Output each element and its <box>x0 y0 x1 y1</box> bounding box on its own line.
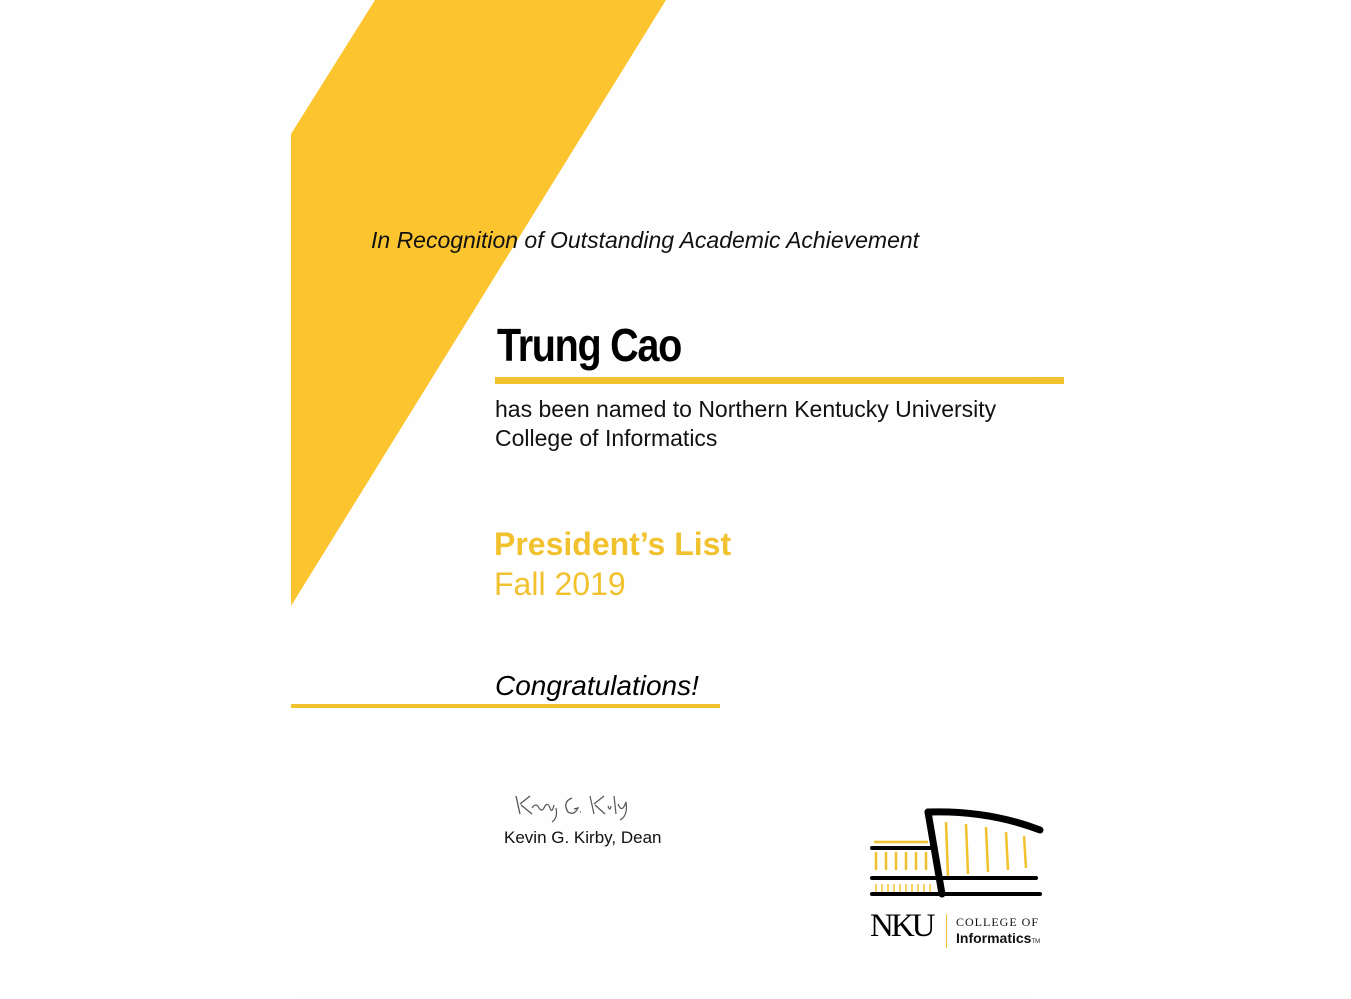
statement-line-2: College of Informatics <box>495 425 718 451</box>
signer-name: Kevin G. Kirby, Dean <box>504 828 662 847</box>
logo-informatics <box>956 930 1040 946</box>
nku-informatics-logo <box>850 790 1050 965</box>
recipient-name: Trung Cao <box>497 319 681 371</box>
building-icon <box>868 802 1046 902</box>
name-underline <box>495 377 1064 384</box>
honor-title: President’s List <box>494 526 732 562</box>
logo-informatics-text: Informatics <box>956 930 1032 946</box>
statement-line-1: has been named to Northern Kentucky University <box>495 396 997 422</box>
logo-divider <box>946 914 947 948</box>
honor-term: Fall 2019 <box>494 566 626 602</box>
recognition-heading: In Recognition of Outstanding Academic Achievement <box>371 227 920 253</box>
logo-trademark: TM <box>1031 939 1041 945</box>
congratulations-text: Congratulations! <box>495 670 699 701</box>
nku-wordmark: NKU <box>870 908 933 944</box>
dean-signature <box>510 786 640 826</box>
congratulations-underline <box>291 704 720 708</box>
logo-college-of: COLLEGE OF <box>956 915 1039 929</box>
